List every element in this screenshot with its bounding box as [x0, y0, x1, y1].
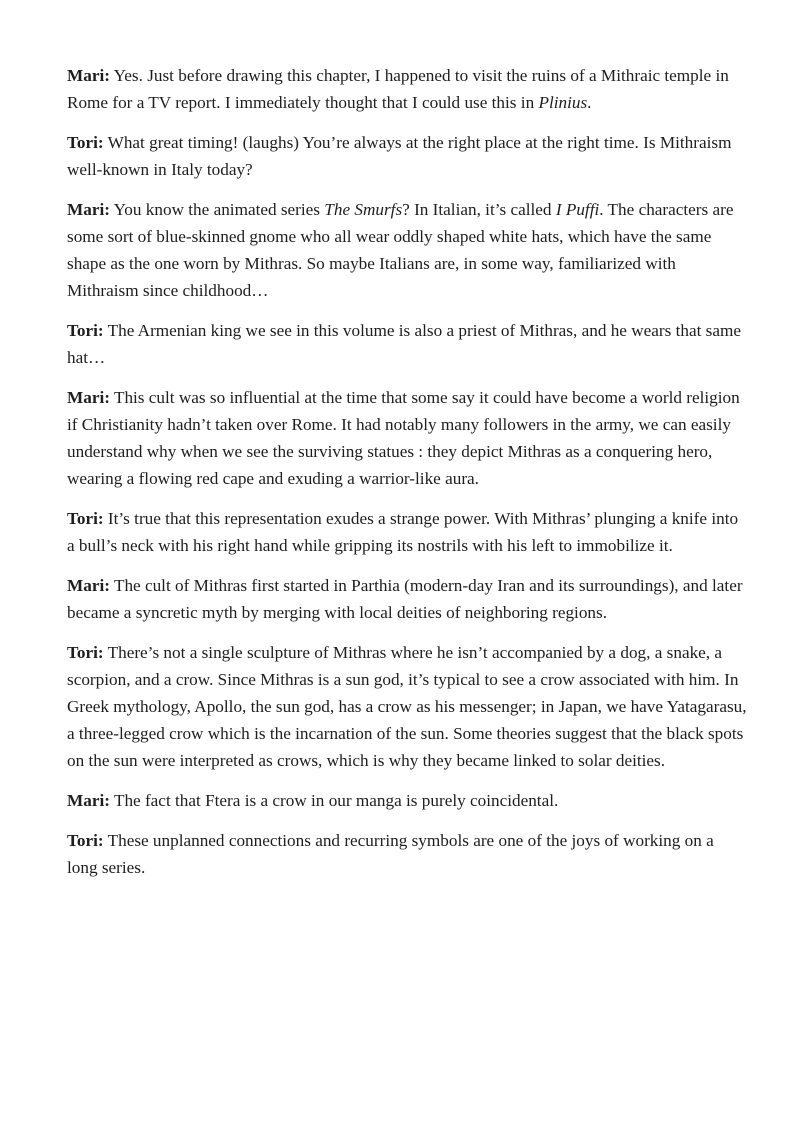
dialogue-text: .	[587, 93, 592, 112]
dialogue-paragraph	[67, 317, 747, 371]
speaker-name: Mari:	[67, 200, 110, 219]
speaker-name: Mari:	[67, 576, 110, 595]
speaker-name: Mari:	[67, 791, 110, 810]
emphasized-title: Plinius	[538, 93, 588, 112]
dialogue-text: You know the animated series	[109, 200, 325, 219]
dialogue-paragraph	[67, 384, 747, 492]
dialogue-text: ? In Italian, it’s called	[402, 200, 556, 219]
speaker-name: Tori:	[67, 321, 104, 340]
dialogue-text: There’s not a single sculpture of Mithras where he isn’t accompanied by a dog, a snake, a scorpion, and a crow. Since Mithras is a sun god, it’s typical to see a crow associated with him. In Greek mythology, Apollo, the sun god, has a crow as his messenger; in Japan, we have Yatagarasu, a three-legged crow which is the incarnation of the sun. Some theories suggest that the black spots on the sun were interpreted as crows, which is why they became linked to solar deities.	[67, 643, 747, 770]
dialogue-text: It’s true that this representation exudes a strange power. With Mithras’ plunging a knife into a bull’s neck with his right hand while gripping its nostrils with his left to immobilize it.	[67, 509, 739, 555]
dialogue-paragraph	[67, 787, 747, 814]
dialogue-text: The Armenian king we see in this volume is also a priest of Mithras, and he wears that same hat…	[67, 321, 741, 367]
dialogue-paragraph	[67, 572, 747, 626]
dialogue-text: The cult of Mithras first started in Parthia (modern-day Iran and its surroundings), and later became a syncretic myth by merging with local deities of neighboring regions.	[67, 576, 743, 622]
dialogue-text: This cult was so influential at the time that some say it could have become a world religion if Christianity hadn’t taken over Rome. It had notably many followers in the army, we can easily understand why when we see the surviving statues : they depict Mithras as a conquering hero, wearing a flowing red cape and exuding a warrior-like aura.	[67, 388, 740, 488]
speaker-name: Tori:	[67, 643, 104, 662]
speaker-name: Tori:	[67, 509, 104, 528]
speaker-name: Mari:	[67, 388, 110, 407]
dialogue-paragraph	[67, 129, 747, 183]
dialogue-text: The fact that Ftera is a crow in our manga is purely coincidental.	[109, 791, 559, 810]
dialogue-text: . The characters are some sort of blue-skinned gnome who all wear oddly shaped white hats, which have the same shape as the one worn by Mithras. So maybe Italians are, in some way, familiarized with Mithraism since childhood…	[67, 200, 734, 300]
speaker-name: Tori:	[67, 831, 104, 850]
dialogue-paragraph	[67, 827, 747, 881]
emphasized-title: The Smurfs	[324, 200, 403, 219]
dialogue-paragraph	[67, 505, 747, 559]
dialogue-text: What great timing! (laughs) You’re always at the right place at the right time. Is Mithraism well-known in Italy today?	[67, 133, 732, 179]
dialogue-text: Yes. Just before drawing this chapter, I happened to visit the ruins of a Mithraic temple in Rome for a TV report. I immediately thought that I could use this in	[67, 66, 729, 112]
dialogue-text: These unplanned connections and recurring symbols are one of the joys of working on a long series.	[67, 831, 714, 877]
dialogue-paragraph	[67, 196, 747, 304]
emphasized-title: I Puffi	[555, 200, 600, 219]
speaker-name: Tori:	[67, 133, 104, 152]
interview-page	[67, 62, 747, 894]
speaker-name: Mari:	[67, 66, 110, 85]
dialogue-paragraph	[67, 62, 747, 116]
dialogue-paragraph	[67, 639, 747, 774]
